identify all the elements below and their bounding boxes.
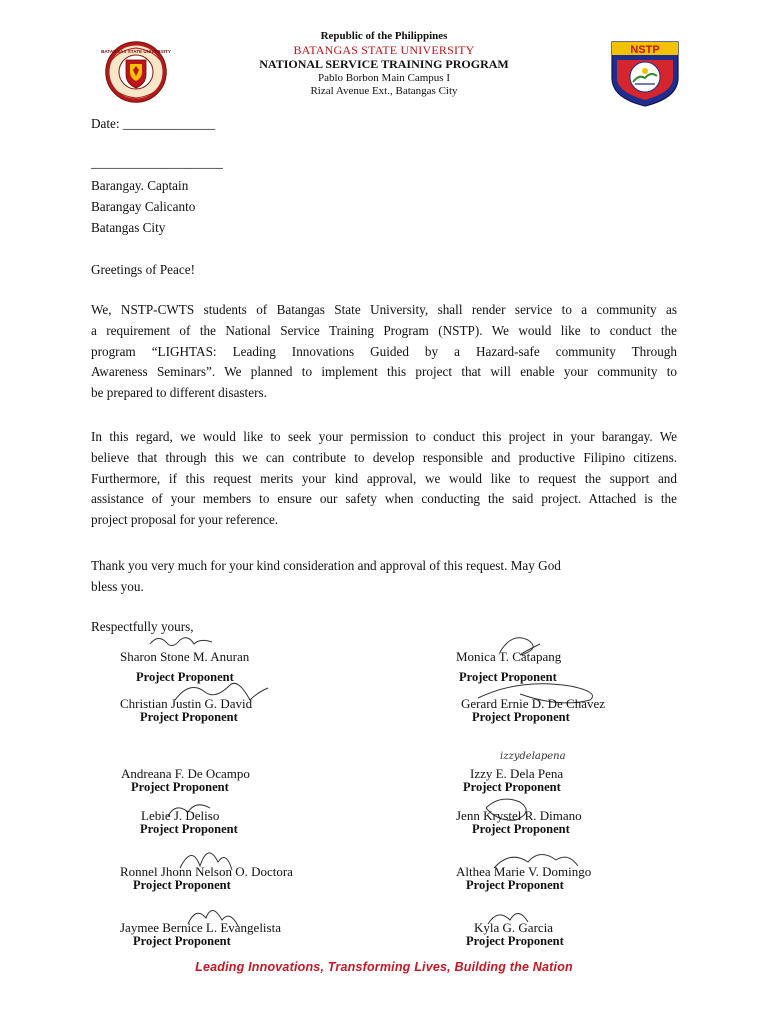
signature-anuran: [150, 638, 212, 646]
signature-marks: [0, 630, 768, 950]
signatory-role: Project Proponent: [131, 780, 229, 794]
signatory-right-4: Jenn Krystel R. Dimano: [456, 808, 582, 823]
paragraph-2: [91, 427, 677, 531]
signatory-left-3: Andreana F. De Ocampo: [121, 766, 250, 781]
paragraph-3: [91, 555, 561, 597]
signatory-role: Project Proponent: [459, 670, 557, 684]
signatory-role: Project Proponent: [472, 710, 570, 724]
paragraph-3-line: bless you.: [91, 579, 144, 594]
signatory-left-4: Lebie J. Deliso: [141, 808, 220, 823]
paragraph-2-line: assistance of your members to ensure our safety when conducting the said project. Attached is the: [91, 491, 677, 507]
greeting: Greetings of Peace!: [91, 262, 195, 277]
header-address: Rizal Avenue Ext., Batangas City: [310, 85, 458, 97]
signatory-role: Project Proponent: [133, 934, 231, 948]
date-line: Date: ______________: [91, 116, 216, 131]
signatory-role: Project Proponent: [472, 822, 570, 836]
recipient-line-3: Batangas City: [91, 220, 166, 235]
paragraph-2-line: In this regard, we would like to seek your permission to conduct this project in your barangay. We: [91, 429, 677, 444]
signatory-role: Project Proponent: [466, 878, 564, 892]
signatory-left-1: Sharon Stone M. Anuran: [120, 649, 250, 664]
paragraph-1-line: Awareness Seminars”. We planned to implement this project that will enable your community to: [91, 364, 677, 380]
paragraph-2-line: believe that through this we can contribute to develop responsible and productive Filipino citizens.: [91, 449, 677, 465]
signatory-role: Project Proponent: [466, 934, 564, 948]
paragraph-1-line: program “LIGHTAS: Leading Innovations Guided by a Hazard-safe community Through: [91, 343, 677, 359]
signatory-right-5: Althea Marie V. Domingo: [456, 864, 592, 879]
signatory-right-3: Izzy E. Dela Pena: [470, 766, 564, 781]
header-republic: Republic of the Philippines: [320, 30, 448, 42]
header-university: BATANGAS STATE UNIVERSITY: [293, 43, 475, 57]
recipient-line-2: Barangay Calicanto: [91, 199, 196, 214]
nstp-logo-text: NSTP: [630, 44, 660, 56]
signature-delapena: izzydelapena: [500, 751, 566, 762]
closing: Respectfully yours,: [91, 619, 194, 634]
signatory-right-6: Kyla G. Garcia: [474, 920, 554, 935]
signatory-role: Project Proponent: [463, 780, 561, 794]
signatory-role: Project Proponent: [133, 878, 231, 892]
signatory-role: Project Proponent: [136, 670, 234, 684]
paragraph-1-line: We, NSTP-CWTS students of Batangas State University, shall render service to a community as: [91, 302, 677, 317]
signatory-left-6: Jaymee Bernice L. Evangelista: [120, 920, 281, 935]
paragraph-2-line: Furthermore, if this request merits your kind approval, we would like to request the support and: [91, 470, 677, 486]
paragraph-1-line: a requirement of the National Service Training Program (NSTP). We would like to conduct the: [91, 322, 677, 338]
signatory-left-5: Ronnel Jhonn Nelson O. Doctora: [120, 864, 293, 879]
signatory-role: Project Proponent: [140, 822, 238, 836]
signatory-role: Project Proponent: [140, 710, 238, 724]
paragraph-1: [91, 300, 677, 404]
footer-tagline: Leading Innovations, Transforming Lives, Building the Nation: [195, 960, 573, 974]
paragraph-2-line: project proposal for your reference.: [91, 512, 279, 528]
recipient-line-1: Barangay. Captain: [91, 178, 189, 193]
batstateu-logo-text: BATANGAS STATE UNIVERSITY: [101, 49, 171, 54]
paragraph-3-line: Thank you very much for your kind consideration and approval of this request. May God: [91, 558, 561, 573]
recipient-name-line: ____________________: [91, 155, 223, 170]
paragraph-1-line: be prepared to different disasters.: [91, 385, 267, 401]
signatory-right-1: Monica T. Catapang: [456, 649, 562, 664]
signatory-left-2: Christian Justin G. David: [120, 696, 253, 711]
signatory-right-2: Gerard Ernie D. De Chavez: [461, 696, 606, 711]
header-campus: Pablo Borbon Main Campus I: [318, 72, 450, 84]
header-program: NATIONAL SERVICE TRAINING PROGRAM: [259, 57, 509, 71]
